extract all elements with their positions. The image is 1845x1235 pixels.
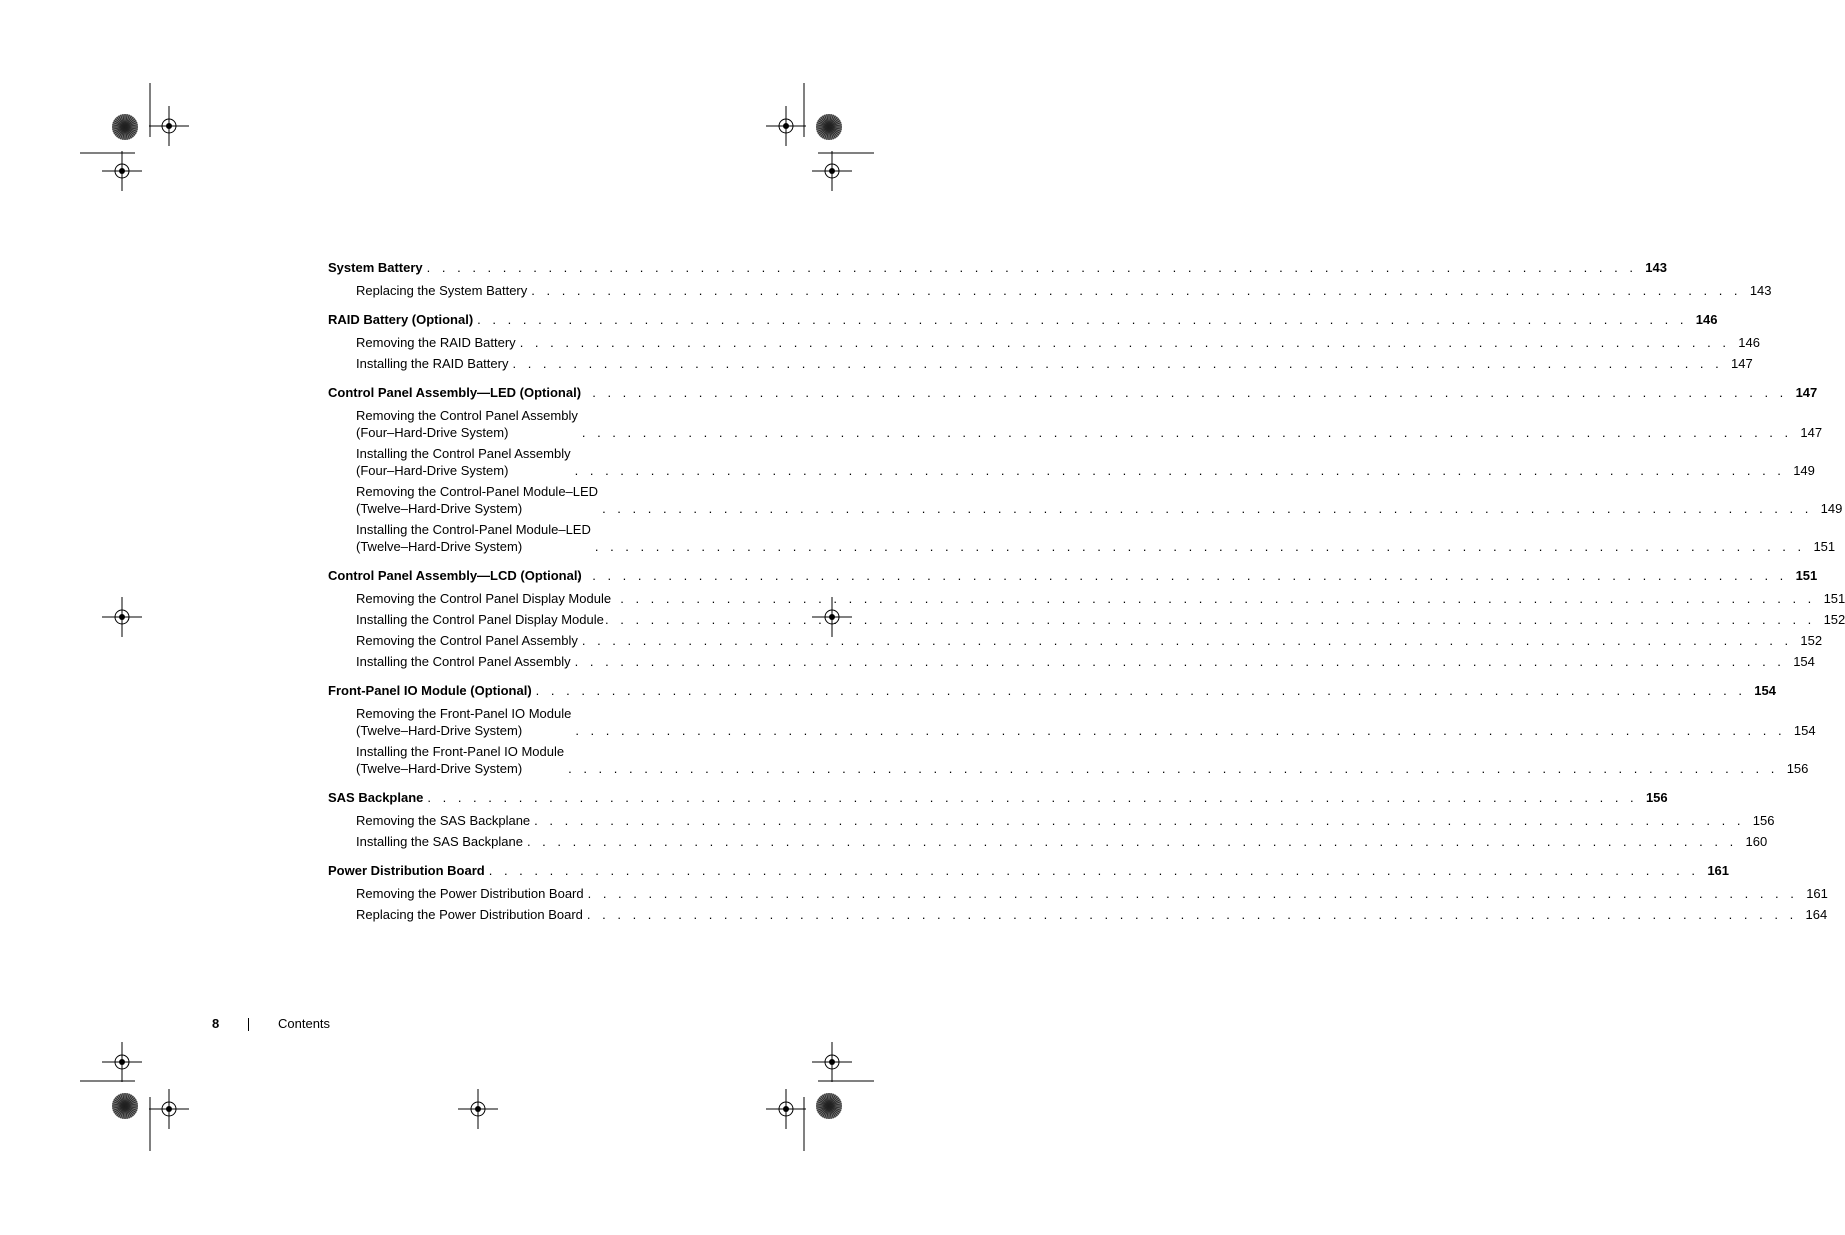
starburst-icon [112,114,138,140]
dot-leader: . . . . . . . . . . . . . . . . . . . . . . . . . . . . . . . . . . . . . . . . . . . . . . . . . . . . . . . . . . . . . . . . . . . . . . . . . . . . . . . . [526,834,1738,849]
page-number: 8 [212,1016,220,1031]
table-of-contents [328,259,1845,935]
dot-leader: . . . . . . . . . . . . . . . . . . . . . . . . . . . . . . . . . . . . . . . . . . . . . . . . . . . . . . . . . . . . . . . . . . . . . . . . . . . . . . . . [605,591,1816,606]
toc-entry[interactable] [328,483,1843,517]
dot-leader: . . . . . . . . . . . . . . . . . . . . . . . . . . . . . . . . . . . . . . . . . . . . . . . . . . . . . . . . . . . . . . . . . . . . . . . . . . . . . . . . [427,790,1638,805]
toc-entry-title: Installing the RAID Battery [356,356,509,371]
toc-heading-page: 154 [1754,683,1776,698]
toc-entry-title: (Twelve–Hard-Drive System) [356,761,523,776]
dot-leader: . . . . . . . . . . . . . . . . . . . . . . . . . . . . . . . . . . . . . . . . . . . . . . . . . . . . . . . . . . . . . . . . . . . . . . . . . . . . . . . . [488,863,1700,878]
toc-entry-title: Installing the Control-Panel Module–LED [356,522,591,537]
toc-entry-page: 161 [1806,886,1828,901]
toc-section [328,789,1775,850]
toc-entry-title: Replacing the Power Distribution Board [356,907,583,922]
toc-entry-page: 160 [1745,834,1768,849]
toc-entry-title: Removing the SAS Backplane [356,813,531,828]
toc-entry-title: Installing the Control Panel Display Module [356,612,604,627]
toc-entry[interactable] [328,407,1823,441]
toc-entry-page: 146 [1738,335,1760,350]
toc-section [328,311,1760,372]
toc-entry[interactable] [328,705,1816,739]
toc-section [328,259,1772,299]
toc-entry-page: 152 [1800,633,1823,648]
toc-entry-page: 147 [1800,425,1823,440]
toc-entry-page: 147 [1731,356,1753,371]
toc-entry-page: 156 [1752,813,1775,828]
toc-entry-page: 149 [1793,463,1815,478]
toc-entry[interactable] [328,812,1775,829]
toc-entry-title: Removing the RAID Battery [356,335,516,350]
toc-heading-title: Control Panel Assembly—LCD (Optional) [328,568,582,583]
toc-entry[interactable] [328,885,1828,902]
toc-entry-title: Removing the Power Distribution Board [356,886,584,901]
toc-heading-page: 143 [1645,260,1667,275]
toc-entry-title: (Twelve–Hard-Drive System) [356,723,523,738]
starburst-icon [816,114,842,140]
toc-entry-title: (Four–Hard-Drive System) [356,463,509,478]
toc-entry[interactable] [328,653,1815,670]
toc-heading-page: 147 [1795,385,1818,400]
toc-entry-title: Removing the Front-Panel IO Module [356,706,572,721]
toc-heading-page: 146 [1695,312,1718,327]
toc-heading-title: RAID Battery (Optional) [328,312,474,327]
toc-entry-title: Installing the Front-Panel IO Module [356,744,565,759]
dot-leader: . . . . . . . . . . . . . . . . . . . . . . . . . . . . . . . . . . . . . . . . . . . . . . . . . . . . . . . . . . . . . . . . . . . . . . . . . . . . . . . . [575,723,1786,738]
toc-entry[interactable] [328,833,1768,850]
toc-heading-page: 151 [1795,568,1818,583]
toc-entry-page: 164 [1805,907,1828,922]
dot-leader: . . . . . . . . . . . . . . . . . . . . . . . . . . . . . . . . . . . . . . . . . . . . . . . . . . . . . . . . . . . . . . . . . . . . . . . . . . . . . . . . [574,654,1785,669]
toc-heading[interactable] [328,682,1776,699]
dot-leader: . . . . . . . . . . . . . . . . . . . . . . . . . . . . . . . . . . . . . . . . . . . . . . . . . . . . . . . . . . . . . . . . . . . . . . . . . . . . . . . . [581,425,1793,440]
dot-leader: . . . . . . . . . . . . . . . . . . . . . . . . . . . . . . . . . . . . . . . . . . . . . . . . . . . . . . . . . . . . . . . . . . . . . . . . . . . . . . . . [477,312,1688,327]
dot-leader: . . . . . . . . . . . . . . . . . . . . . . . . . . . . . . . . . . . . . . . . . . . . . . . . . . . . . . . . . . . . . . . . . . . . . . . . . . . . . . . . [605,612,1816,627]
toc-entry-title: (Twelve–Hard-Drive System) [356,501,523,516]
dot-leader: . . . . . . . . . . . . . . . . . . . . . . . . . . . . . . . . . . . . . . . . . . . . . . . . . . . . . . . . . . . . . . . . . . . . . . . . . . . . . . . . [594,539,1806,554]
dot-leader: . . . . . . . . . . . . . . . . . . . . . . . . . . . . . . . . . . . . . . . . . . . . . . . . . . . . . . . . . . . . . . . . . . . . . . . . . . . . . . . . [531,283,1742,298]
toc-entry-title: Replacing the System Battery [356,283,528,298]
toc-heading-title: Power Distribution Board [328,863,485,878]
toc-heading-page: 156 [1645,790,1668,805]
starburst-icon [112,1093,138,1119]
toc-heading[interactable] [328,259,1667,276]
toc-entry-title: Removing the Control Panel Assembly [356,408,578,423]
toc-entry-title: Installing the Control Panel Assembly [356,654,571,669]
toc-heading[interactable] [328,567,1818,584]
toc-entry-title: Removing the Control Panel Display Module [356,591,612,606]
toc-entry-title: Installing the SAS Backplane [356,834,523,849]
toc-entry[interactable] [328,521,1836,555]
dot-leader: . . . . . . . . . . . . . . . . . . . . . . . . . . . . . . . . . . . . . . . . . . . . . . . . . . . . . . . . . . . . . . . . . . . . . . . . . . . . . . . . [577,385,1788,400]
footer-label: Contents [278,1016,331,1031]
toc-entry[interactable] [328,632,1823,649]
toc-entry[interactable] [328,906,1828,923]
dot-leader: . . . . . . . . . . . . . . . . . . . . . . . . . . . . . . . . . . . . . . . . . . . . . . . . . . . . . . . . . . . . . . . . . . . . . . . . . . . . . . . . [602,501,1813,516]
toc-heading[interactable] [328,862,1730,879]
toc-heading[interactable] [328,384,1818,401]
dot-leader: . . . . . . . . . . . . . . . . . . . . . . . . . . . . . . . . . . . . . . . . . . . . . . . . . . . . . . . . . . . . . . . . . . . . . . . . . . . . . . . . [581,633,1793,648]
dot-leader: . . . . . . . . . . . . . . . . . . . . . . . . . . . . . . . . . . . . . . . . . . . . . . . . . . . . . . . . . . . . . . . . . . . . . . . . . . . . . . . . [586,907,1798,922]
toc-heading[interactable] [328,789,1668,806]
dot-leader: . . . . . . . . . . . . . . . . . . . . . . . . . . . . . . . . . . . . . . . . . . . . . . . . . . . . . . . . . . . . . . . . . . . . . . . . . . . . . . . . [535,683,1746,698]
toc-entry[interactable] [328,611,1845,628]
toc-entry[interactable] [328,590,1845,607]
dot-leader: . . . . . . . . . . . . . . . . . . . . . . . . . . . . . . . . . . . . . . . . . . . . . . . . . . . . . . . . . . . . . . . . . . . . . . . . . . . . . . . . [587,886,1798,901]
footer-divider [248,1018,249,1031]
toc-entry-page: 156 [1786,761,1809,776]
dot-leader: . . . . . . . . . . . . . . . . . . . . . . . . . . . . . . . . . . . . . . . . . . . . . . . . . . . . . . . . . . . . . . . . . . . . . . . . . . . . . . . . [512,356,1723,371]
toc-entry-page: 143 [1749,283,1772,298]
toc-heading-title: Control Panel Assembly—LED (Optional) [328,385,582,400]
toc-heading-page: 161 [1707,863,1730,878]
toc-entry-page: 149 [1820,501,1843,516]
toc-section [328,682,1816,777]
toc-entry-title: (Four–Hard-Drive System) [356,425,509,440]
toc-entry[interactable] [328,334,1760,351]
dot-leader: . . . . . . . . . . . . . . . . . . . . . . . . . . . . . . . . . . . . . . . . . . . . . . . . . . . . . . . . . . . . . . . . . . . . . . . . . . . . . . . . [574,463,1785,478]
toc-entry[interactable] [328,743,1809,777]
dot-leader: . . . . . . . . . . . . . . . . . . . . . . . . . . . . . . . . . . . . . . . . . . . . . . . . . . . . . . . . . . . . . . . . . . . . . . . . . . . . . . . . [568,761,1779,776]
toc-entry-title: Removing the Control Panel Assembly [356,633,578,648]
toc-entry-title: (Twelve–Hard-Drive System) [356,539,523,554]
dot-leader: . . . . . . . . . . . . . . . . . . . . . . . . . . . . . . . . . . . . . . . . . . . . . . . . . . . . . . . . . . . . . . . . . . . . . . . . . . . . . . . . [519,335,1730,350]
dot-leader: . . . . . . . . . . . . . . . . . . . . . . . . . . . . . . . . . . . . . . . . . . . . . . . . . . . . . . . . . . . . . . . . . . . . . . . . . . . . . . . . [534,813,1745,828]
starburst-icon [816,1093,842,1119]
toc-heading-title: SAS Backplane [328,790,424,805]
toc-entry-page: 151 [1823,591,1845,606]
toc-entry[interactable] [328,282,1772,299]
toc-section [328,384,1843,555]
toc-entry-page: 154 [1793,654,1815,669]
toc-entry[interactable] [328,445,1815,479]
toc-heading[interactable] [328,311,1718,328]
toc-entry[interactable] [328,355,1753,372]
toc-section [328,567,1845,670]
toc-entry-page: 152 [1823,612,1845,627]
toc-entry-title: Removing the Control-Panel Module–LED [356,484,599,499]
toc-section [328,862,1828,923]
toc-entry-page: 151 [1813,539,1836,554]
toc-heading-title: Front-Panel IO Module (Optional) [328,683,532,698]
dot-leader: . . . . . . . . . . . . . . . . . . . . . . . . . . . . . . . . . . . . . . . . . . . . . . . . . . . . . . . . . . . . . . . . . . . . . . . . . . . . . . . . [577,568,1788,583]
dot-leader: . . . . . . . . . . . . . . . . . . . . . . . . . . . . . . . . . . . . . . . . . . . . . . . . . . . . . . . . . . . . . . . . . . . . . . . . . . . . . . . . [426,260,1637,275]
toc-entry-page: 154 [1793,723,1816,738]
toc-heading-title: System Battery [328,260,423,275]
toc-entry-title: Installing the Control Panel Assembly [356,446,571,461]
